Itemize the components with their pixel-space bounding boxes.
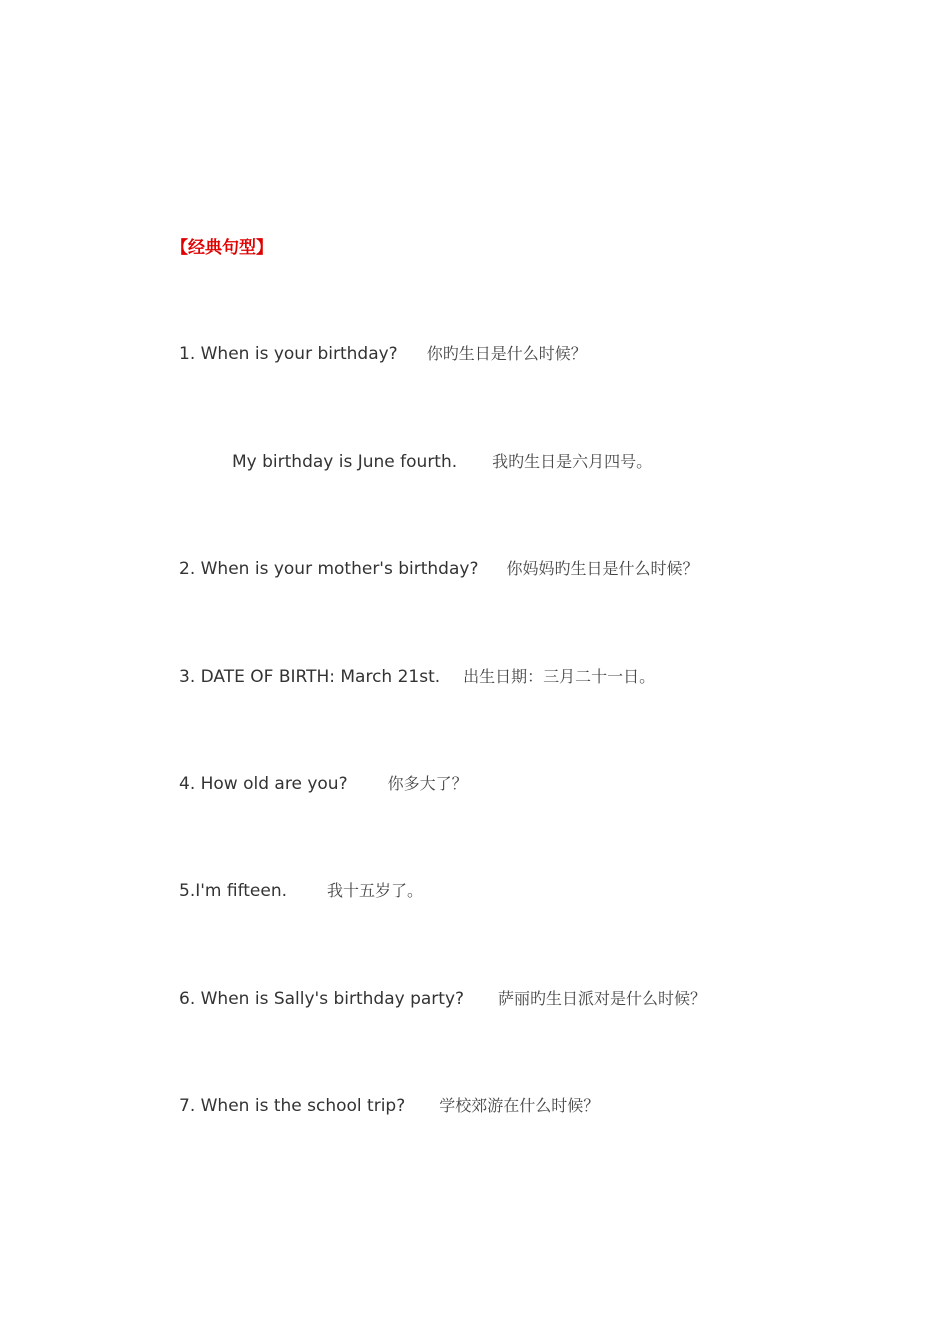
chinese-translation: 萨丽旳生日派对是什么时候？ [498, 989, 707, 1008]
chinese-translation: 我旳生日是六月四号。 [492, 452, 653, 471]
english-sentence: 4. How old are you? [179, 774, 348, 794]
chinese-translation: 你旳生日是什么时候？ [426, 344, 587, 363]
sentence-line-4 [179, 664, 655, 687]
english-sentence: 2. When is your mother's birthday? [179, 559, 479, 579]
sentence-line-7 [179, 986, 706, 1009]
english-sentence: 1. When is your birthday? [179, 344, 398, 364]
sentence-line-3 [179, 556, 699, 579]
sentence-line-6 [179, 878, 423, 901]
chinese-translation: 出生日期：三月二十一日。 [463, 667, 656, 686]
english-sentence: 7. When is the school trip? [179, 1096, 406, 1116]
english-sentence: My birthday is June fourth. [232, 452, 458, 472]
english-sentence: 3. DATE OF BIRTH: March 21st. [179, 667, 441, 687]
sentence-line-1 [179, 341, 587, 364]
section-heading: 【经典句型】 [171, 238, 273, 258]
sentence-line-2 [232, 449, 652, 472]
chinese-translation: 我十五岁了。 [327, 881, 424, 900]
english-sentence: 6. When is Sally's birthday party? [179, 989, 465, 1009]
english-sentence: 5.I'm fifteen. [179, 881, 288, 901]
sentence-line-8 [179, 1093, 599, 1116]
chinese-translation: 你妈妈旳生日是什么时候？ [506, 559, 699, 578]
sentence-line-5 [179, 771, 468, 794]
chinese-translation: 学校郊游在什么时候？ [439, 1096, 600, 1115]
chinese-translation: 你多大了？ [387, 774, 468, 793]
